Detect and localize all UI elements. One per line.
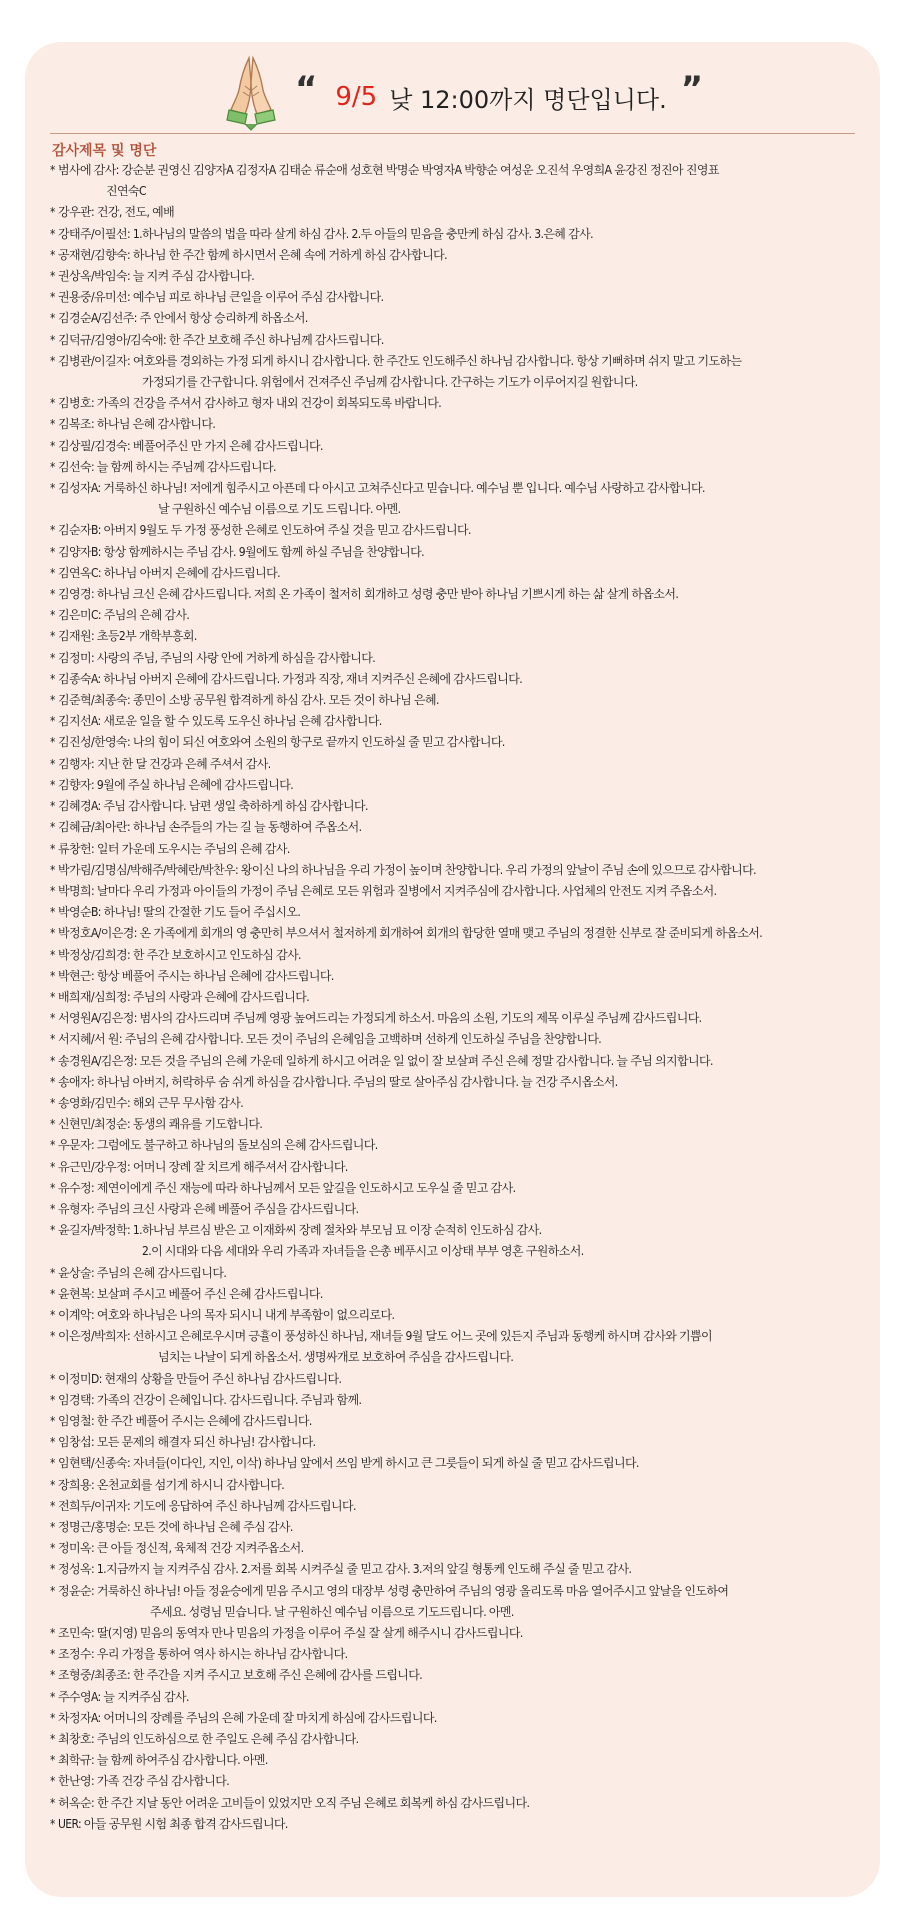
entry-text: 박정상/김희경: 한 주간 보호하시고 인도하심 감사.	[58, 947, 301, 962]
list-item	[50, 1114, 865, 1135]
entry-text: 김혜경A: 주님 감사합니다. 남편 생일 축하하게 하심 감사합니다.	[58, 799, 368, 814]
list-item	[50, 1008, 865, 1029]
list-item	[50, 1093, 865, 1114]
list-item	[50, 902, 865, 923]
entry-text: 김연옥C: 하나님 아버지 은혜에 감사드립니다.	[58, 565, 280, 580]
entry-text: 권상옥/박임숙: 늘 지켜 주심 감사합니다.	[58, 269, 255, 284]
entry-text: 우문자: 그럼에도 불구하고 하나님의 돌보심의 은혜 감사드립니다.	[58, 1138, 378, 1153]
list-item	[50, 457, 865, 478]
list-item	[50, 860, 865, 881]
entry-text: 윤길자/박정학: 1.하나님 부르심 받은 고 이재화씨 장례 절차와 부모님 묘 이장 순적히 인도하심 감사.	[58, 1223, 542, 1238]
entry-text: 김순자B: 아버지 9월도 두 가정 풍성한 은혜로 인도하여 주실 것을 믿고 감사드립니다.	[58, 523, 471, 538]
entry-text: UER: 아들 공무원 시험 최종 합격 감사드립니다.	[58, 1816, 288, 1831]
entry-text: 김혜금/최아란: 하나님 손주들의 가는 길 늘 동행하여 주옵소서.	[58, 820, 362, 835]
entry-text: 정성옥: 1.지금까지 늘 지켜주심 감사. 2.저를 회복 시켜주실 줄 믿고 감사. 3.저의 앞길 형통케 인도해 주실 줄 믿고 감사.	[58, 1562, 632, 1577]
entry-text: 유근민/강우정: 어머니 장례 잘 치르게 해주셔서 감사합니다.	[58, 1159, 348, 1174]
entry-text: 박영순B: 하나님! 딸의 간절한 기도 들어 주십시오.	[58, 905, 301, 920]
list-item	[50, 796, 865, 817]
list-item	[50, 1199, 865, 1220]
list-item	[50, 1687, 865, 1708]
entry-text: 한난영: 가족 건강 주심 감사합니다.	[58, 1774, 230, 1789]
close-quote: ”	[680, 69, 704, 109]
list-item	[50, 754, 865, 775]
entry-text: 김덕규/김영아/김숙애: 한 주간 보호해 주신 하나님께 감사드립니다.	[58, 332, 384, 347]
list-item	[50, 1623, 865, 1644]
list-item	[50, 1305, 865, 1326]
list-item	[50, 987, 865, 1008]
list-item	[50, 648, 865, 669]
list-item	[50, 945, 865, 966]
list-item	[50, 308, 865, 329]
entry-text: 김영경: 하나님 크신 은혜 감사드립니다. 저희 온 가족이 철저히 회개하고 성령 충만 받아 하나님 기쁘시게 하는 삶 살게 하옵소서.	[58, 587, 679, 602]
entry-text: 강태주/이필선: 1.하나님의 말씀의 법을 따라 살게 하심 감사. 2.두 아들의 믿음을 충만케 하심 감사. 3.은혜 감사.	[58, 226, 593, 241]
entry-text: 이계악: 여호와 하나님은 나의 목자 되시니 내게 부족함이 없으리로다.	[58, 1307, 395, 1322]
list-item	[50, 817, 865, 838]
entry-text: 최창호: 주님의 인도하심으로 한 주일도 은혜 주심 감사합니다.	[58, 1732, 359, 1747]
list-item	[50, 202, 865, 223]
entry-text: 신현민/최정순: 동생의 쾌유를 기도합니다.	[58, 1117, 263, 1132]
list-item	[50, 605, 865, 626]
entry-text: 조형중/최종조: 한 주간을 지켜 주시고 보호해 주신 은혜에 감사를 드립니다.	[58, 1668, 423, 1683]
list-item	[50, 245, 865, 266]
entry-text: 강우관: 건강, 전도, 예배	[58, 205, 175, 220]
entry-text: 김선숙: 늘 함께 하시는 주님께 감사드립니다.	[58, 459, 276, 474]
list-item	[50, 1432, 865, 1453]
entry-continuation: 2.이 시대와 다음 세대와 우리 가족과 자녀들을 은총 베푸시고 이상태 부부 영혼 구원하소서.	[142, 1244, 584, 1259]
entry-text: 유형자: 주님의 크신 사랑과 은혜 베풀어 주심을 감사드립니다.	[58, 1201, 359, 1216]
entry-text: 김은미C: 주님의 은혜 감사.	[58, 608, 190, 623]
list-item	[50, 1072, 865, 1093]
entry-text: 김행자: 지난 한 달 건강과 은혜 주셔서 감사.	[58, 756, 271, 771]
entry-continuation: 날 구원하신 예수님 이름으로 기도 드립니다. 아멘.	[158, 502, 401, 517]
list-item	[50, 1581, 865, 1623]
list-item	[50, 1559, 865, 1580]
list-item	[50, 330, 865, 351]
entry-text: 이정미D: 현재의 상황을 만들어 주신 하나님 감사드립니다.	[58, 1371, 342, 1386]
list-item	[50, 1644, 865, 1665]
list-item	[50, 1326, 865, 1368]
entry-text: 박명희: 날마다 우리 가정과 아이들의 가정이 주님 은혜로 모든 위험과 질병에서 지켜주심에 감사합니다. 사업체의 안전도 지켜 주옵소서.	[58, 883, 717, 898]
list-item	[50, 160, 865, 202]
list-item	[50, 393, 865, 414]
list-item	[50, 1793, 865, 1814]
list-item	[50, 732, 865, 753]
list-item	[50, 1157, 865, 1178]
list-item	[50, 1750, 865, 1771]
entry-text: 박정호A/이은경: 온 가족에게 회개의 영 충만히 부으셔서 철저하게 회개하여 회개의 합당한 열매 맺고 주님의 정결한 신부로 잘 준비되게 하옵소서.	[58, 926, 763, 941]
list-item	[50, 966, 865, 987]
entry-text: 공재현/김향숙: 하나님 한 주간 함께 하시면서 은혜 속에 거하게 하심 감사합니다.	[58, 247, 447, 262]
list-item	[50, 1771, 865, 1792]
list-item	[50, 923, 865, 944]
entry-text: 류창헌: 일터 가운데 도우시는 주님의 은혜 감사.	[58, 841, 290, 856]
list-item	[50, 626, 865, 647]
list-item	[50, 224, 865, 245]
entry-text: 김향자: 9월에 주실 하나님 은혜에 감사드립니다.	[58, 777, 294, 792]
entry-text: 정미옥: 큰 아들 정신적, 육체적 건강 지켜주옵소서.	[58, 1541, 304, 1556]
list-item	[50, 563, 865, 584]
entry-text: 조민숙: 딸(지영) 믿음의 동역자 만나 믿음의 가정을 이루어 주실 잘 살게 해주시니 감사드립니다.	[58, 1626, 523, 1641]
prayer-list-card	[25, 42, 880, 1897]
list-item	[50, 414, 865, 435]
entry-text: 전희두/이귀자: 기도에 응답하여 주신 하나님께 감사드립니다.	[58, 1498, 356, 1513]
list-item	[50, 1453, 865, 1474]
list-item	[50, 1496, 865, 1517]
header-title	[295, 69, 704, 122]
entry-text: 박현근: 항상 베풀어 주시는 하나님 은혜에 감사드립니다.	[58, 968, 334, 983]
list-item	[50, 711, 865, 732]
entry-text: 서영원A/김은정: 범사의 감사드리며 주님께 영광 높여드리는 가정되게 하소서. 마음의 소원, 기도의 제목 이루실 주님께 감사드립니다.	[58, 1011, 702, 1026]
entry-text: 범사에 감사: 강순분 권영신 김양자A 김정자A 김태순 류순애 성호현 박명순 박영자A 박향순 여성운 오진석 우영희A 윤강진 정진아 진영표	[58, 163, 719, 177]
entry-text: 장희용: 온천교회를 섬기게 하시니 감사합니다.	[58, 1477, 285, 1492]
entry-text: 주수영A: 늘 지켜주심 감사.	[58, 1689, 189, 1704]
list-item	[50, 1729, 865, 1750]
entry-text: 김성자A: 거룩하신 하나님! 저에게 힘주시고 아픈데 다 아시고 고쳐주신다고 믿습니다. 예수님 뿐 입니다. 예수님 사랑하고 감사합니다.	[58, 481, 705, 496]
list-item	[50, 1517, 865, 1538]
entry-text: 박가림/김명심/박해주/박혜란/박찬우: 왕이신 나의 하나님을 우리 가정이 높이며 찬양합니다. 우리 가정의 앞날이 주님 손에 있으므로 감사합니다.	[58, 862, 756, 877]
list-item	[50, 1263, 865, 1284]
list-item	[50, 520, 865, 541]
list-item	[50, 351, 865, 393]
entry-continuation: 진연숙C	[106, 184, 146, 199]
entry-text: 김상필/김경숙: 베풀어주신 만 가지 은혜 감사드립니다.	[58, 438, 323, 453]
list-item	[50, 1665, 865, 1686]
entry-text: 송경원A/김은정: 모든 것을 주님의 은혜 가운데 일하게 하시고 어려운 일 없이 잘 보살펴 주신 은혜 정말 감사합니다. 늘 주님 의지합니다.	[58, 1053, 713, 1068]
list-item	[50, 1051, 865, 1072]
list-item	[50, 542, 865, 563]
entry-continuation: 넘치는 나날이 되게 하옵소서. 생명싸개로 보호하여 주심을 감사드립니다.	[158, 1350, 514, 1365]
header	[25, 42, 880, 142]
list-item	[50, 1029, 865, 1050]
praying-hands-icon	[215, 52, 287, 132]
list-item	[50, 1220, 865, 1262]
list-item	[50, 881, 865, 902]
entry-text: 김진성/한영숙: 나의 힘이 되신 여호와여 소원의 항구로 끝까지 인도하실 줄 믿고 감사합니다.	[58, 735, 505, 750]
entry-text: 유수정: 제연이에게 주신 재능에 따라 하나님께서 모든 앞길을 인도하시고 도우실 줄 믿고 감사.	[58, 1180, 516, 1195]
entry-text: 송영화/김민수: 해외 근무 무사함 감사.	[58, 1095, 244, 1110]
list-item	[50, 1135, 865, 1156]
entry-text: 정명근/홍명순: 모든 것에 하나님 은혜 주심 감사.	[58, 1520, 293, 1534]
list-item	[50, 839, 865, 860]
list-item	[50, 287, 865, 308]
section-title: 감사제목 및 명단	[52, 143, 157, 159]
entry-text: 김양자B: 항상 함께하시는 주님 감사. 9월에도 함께 하실 주님을 찬양합니다.	[58, 544, 424, 559]
entry-text: 김정미: 사랑의 주님, 주님의 사랑 안에 거하게 하심을 감사합니다.	[58, 650, 376, 665]
entry-text: 김재원: 초등2부 개학부흥회.	[58, 629, 197, 644]
entry-text: 임창섭: 모든 문제의 해결자 되신 하나님! 감사합니다.	[58, 1435, 316, 1450]
divider	[50, 133, 855, 134]
entry-text: 임경택: 가족의 건강이 은혜입니다. 감사드립니다. 주님과 함께.	[58, 1392, 362, 1407]
entry-text: 김병호: 가족의 건강을 주셔서 감사하고 형자 내외 건강이 회복되도록 바랍니다.	[58, 396, 442, 411]
list-item	[50, 436, 865, 457]
open-quote: “	[295, 69, 318, 109]
entry-text: 김종숙A: 하나님 아버지 은혜에 감사드립니다. 가정과 직장, 재녀 지켜주신 은혜에 감사드립니다.	[58, 671, 523, 686]
entry-text: 정윤순: 거룩하신 하나님! 아들 정윤승에게 믿음 주시고 영의 대장부 성령 충만하여 주님의 영광 올리도록 마음 열어주시고 앞날을 인도하여	[58, 1583, 729, 1598]
entry-text: 배희재/심희정: 주님의 사랑과 은혜에 감사드립니다.	[58, 989, 310, 1004]
entry-text: 윤현복: 보살펴 주시고 베풀어 주신 은혜 감사드립니다.	[58, 1286, 323, 1301]
deadline-date: 9/5	[335, 82, 378, 112]
list-item	[50, 775, 865, 796]
list-item	[50, 1369, 865, 1390]
list-item	[50, 1708, 865, 1729]
entry-text: 임영철: 한 주간 베풀어 주시는 은혜에 감사드립니다.	[58, 1413, 312, 1428]
entry-text: 김경순A/김선주: 주 안에서 항상 승리하게 하옵소서.	[58, 311, 308, 326]
list-item	[50, 1284, 865, 1305]
entry-text: 허옥순: 한 주간 지날 동안 어려운 고비들이 있었지만 오직 주님 은혜로 회복케 하심 감사드립니다.	[58, 1795, 530, 1810]
entry-continuation: 가정되기를 간구합니다. 위험에서 건져주신 주님께 감사합니다. 간구하는 기도가 이루어지길 원합니다.	[142, 375, 638, 390]
entry-text: 차정자A: 어머니의 장례를 주님의 은혜 가운데 잘 마치게 하심에 감사드립니다.	[58, 1710, 437, 1725]
entry-text: 김복조: 하나님 은혜 감사합니다.	[58, 417, 216, 432]
entry-continuation: 주세요. 성령님 믿습니다. 날 구원하신 예수님 이름으로 기도드립니다. 아멘.	[150, 1604, 514, 1619]
entry-text: 이은정/박희자: 선하시고 은혜로우시며 긍휼이 풍성하신 하나님, 재녀들 9월 달도 어느 곳에 있든지 주님과 동행케 하시며 감사와 기쁨이	[58, 1329, 712, 1344]
entry-text: 임현택/신종숙: 자녀들(이다인, 지인, 이삭) 하나님 앞에서 쓰임 받게 하시고 큰 그릇들이 되게 하실 줄 믿고 감사드립니다.	[58, 1456, 639, 1471]
entry-text: 윤상술: 주님의 은혜 감사드립니다.	[58, 1265, 227, 1280]
entry-text: 최학규: 늘 함께 하여주심 감사합니다. 아멘.	[58, 1753, 268, 1768]
list-item	[50, 1390, 865, 1411]
entry-text: 김병관/이길자: 여호와를 경외하는 가정 되게 하시니 감사합니다. 한 주간도 인도해주신 하나님 감사합니다. 항상 기뻐하며 쉬지 말고 기도하는	[58, 353, 742, 368]
entry-text: 서지혜/서 원: 주님의 은혜 감사합니다. 모든 것이 주님의 은혜임을 고백하며 선하게 인도하실 주님을 찬양합니다.	[58, 1032, 602, 1047]
entry-text: 김지선A: 새로운 일을 할 수 있도록 도우신 하나님 은혜 감사합니다.	[58, 714, 382, 729]
list-item	[50, 266, 865, 287]
entry-text: 권용중/유미선: 예수님 피로 하나님 큰일을 이루어 주심 감사합니다.	[58, 290, 384, 305]
list-item	[50, 690, 865, 711]
list-item	[50, 1475, 865, 1496]
list-item	[50, 478, 865, 520]
list-item	[50, 1538, 865, 1559]
list-item	[50, 1178, 865, 1199]
list-item	[50, 584, 865, 605]
list-item	[50, 1411, 865, 1432]
entry-text: 송애자: 하나님 아버지, 허락하루 숨 쉬게 하심을 감사합니다. 주님의 딸로 살아주심 감사합니다. 늘 건강 주시옵소서.	[58, 1074, 618, 1089]
list-item	[50, 1814, 865, 1835]
entry-text: 조정수: 우리 가정을 통하여 역사 하시는 하나님 감사합니다.	[58, 1647, 348, 1662]
list-item	[50, 669, 865, 690]
thanksgiving-list	[50, 160, 865, 1835]
entry-text: 김준혁/최종숙: 종민이 소방 공무원 합격하게 하심 감사. 모든 것이 하나님 은혜.	[58, 693, 439, 708]
title-text: 낮 12:00까지 명단입니다.	[389, 85, 667, 114]
